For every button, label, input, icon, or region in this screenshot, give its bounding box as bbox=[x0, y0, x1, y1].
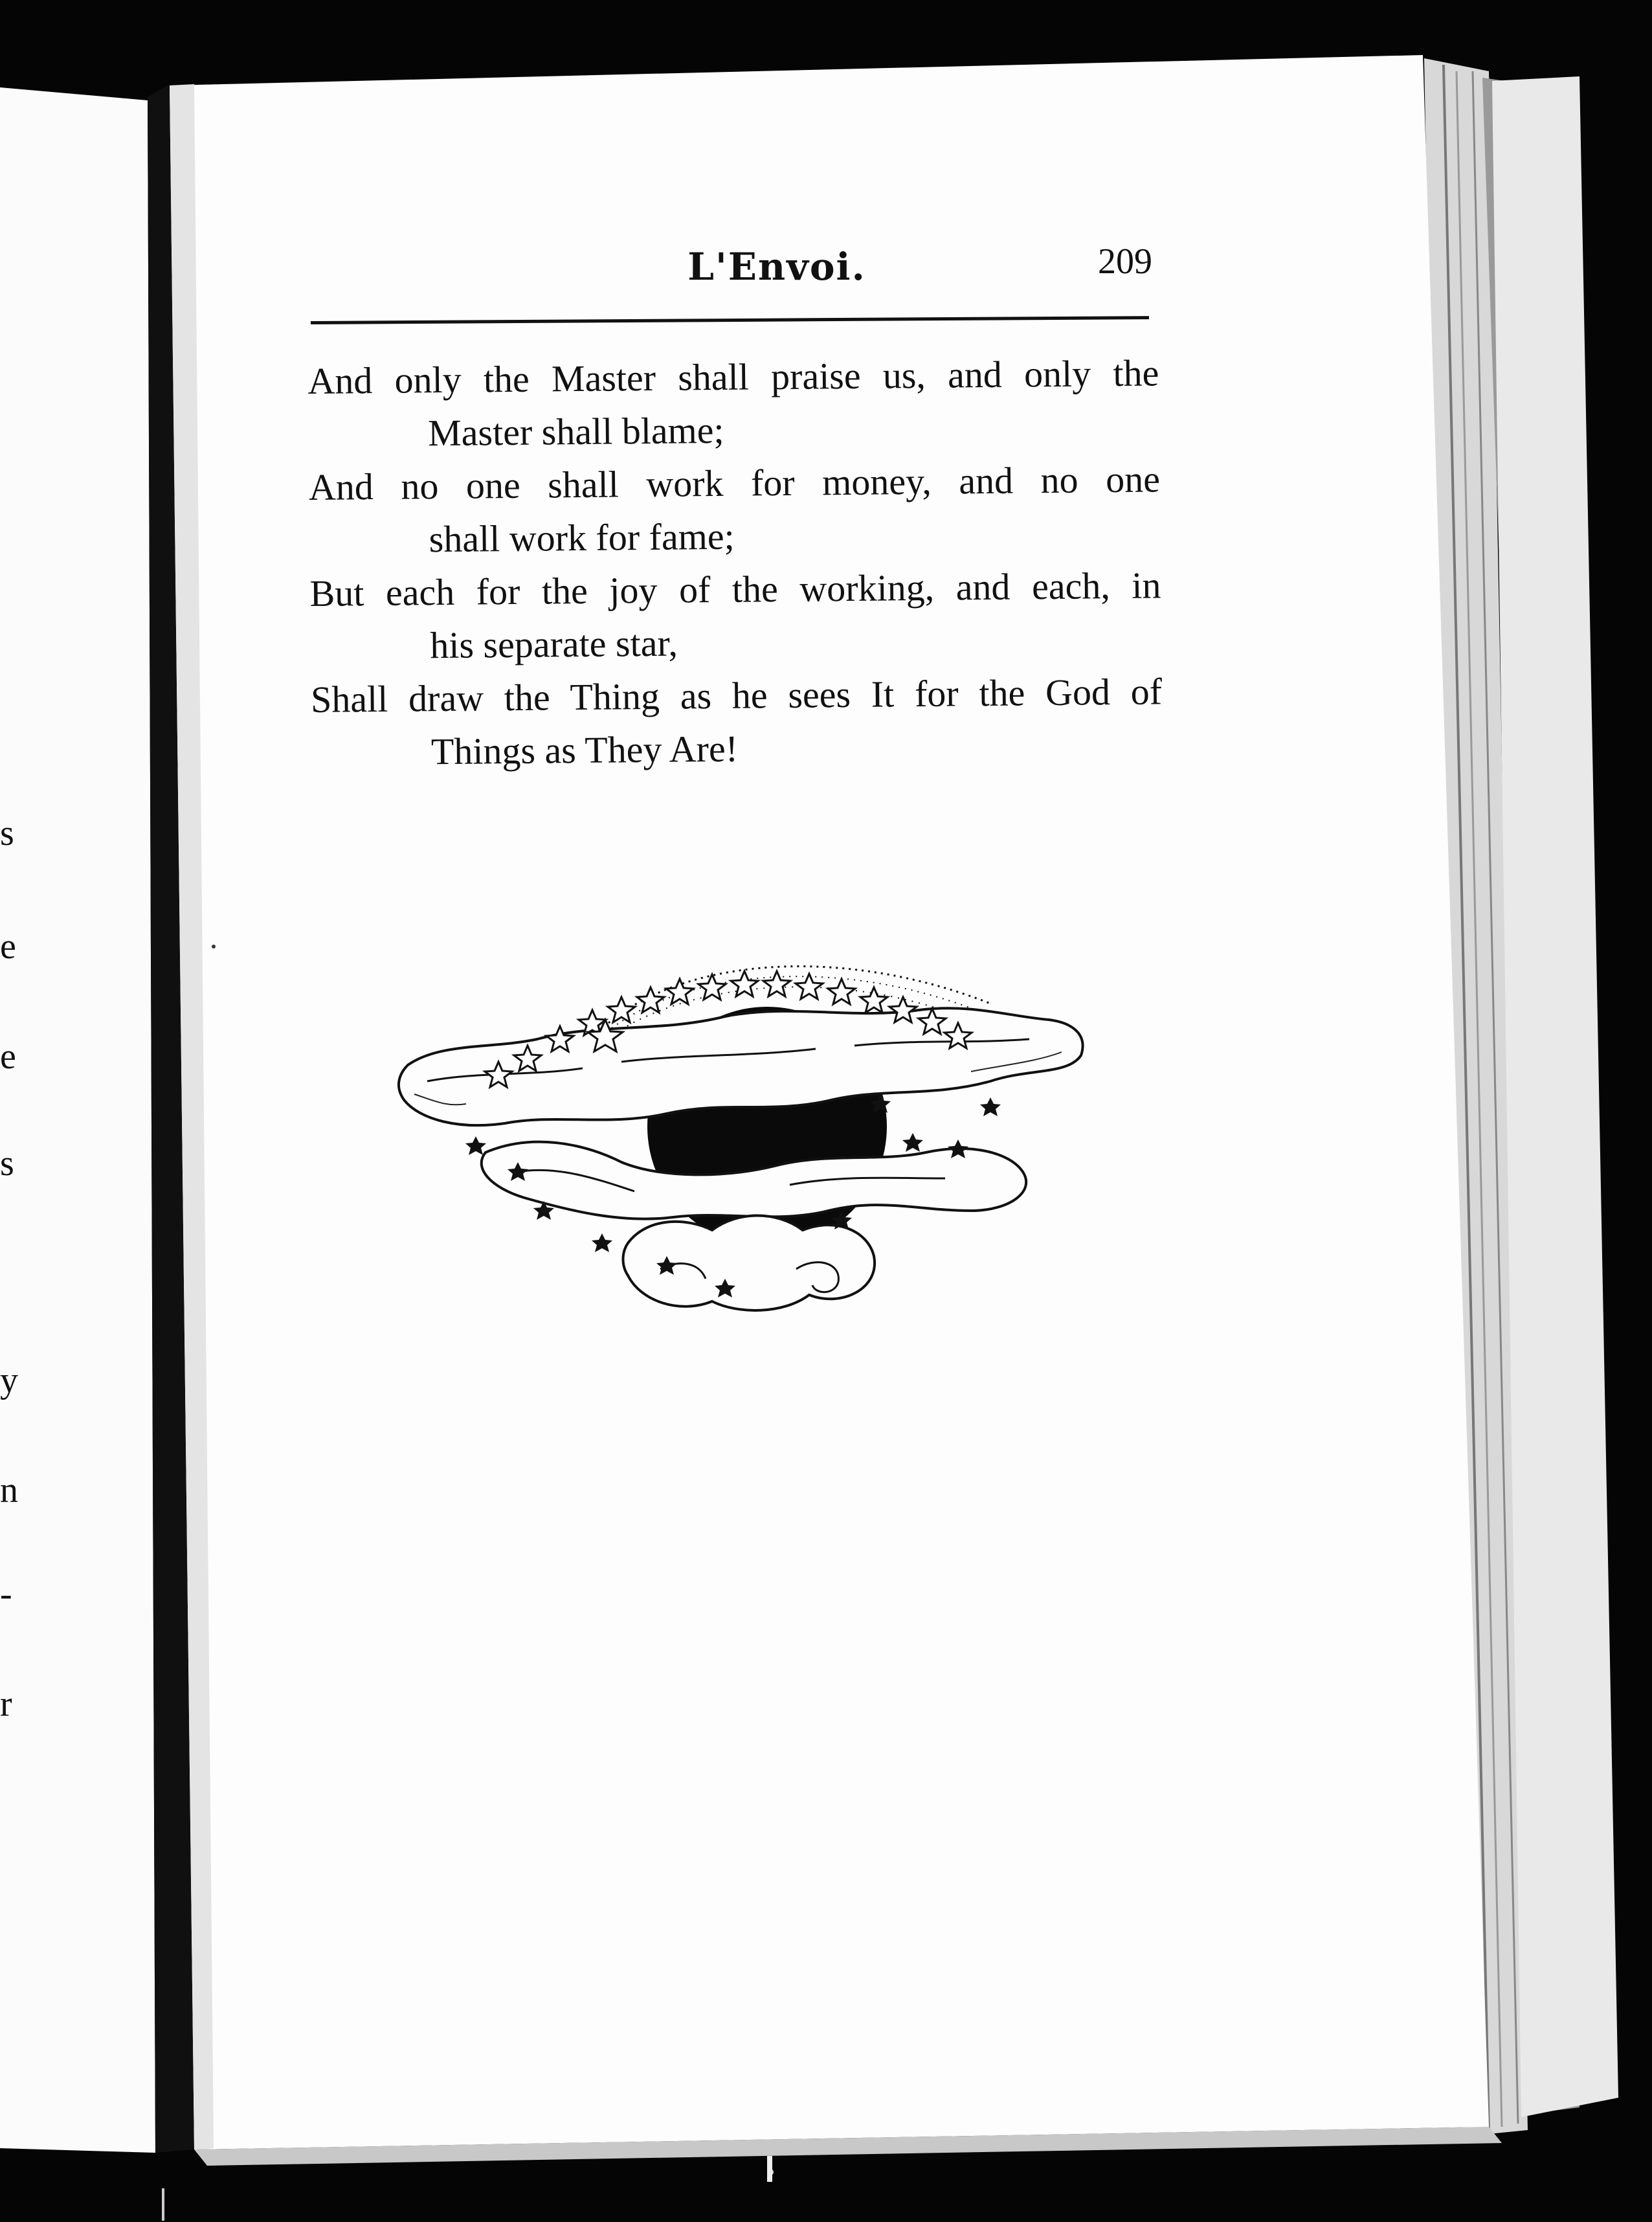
facing-page-letter: n bbox=[0, 1470, 18, 1510]
stars-clouds-globe-ornament bbox=[388, 906, 1126, 1347]
verse-line: And only the Master shall praise us, and only the bbox=[307, 352, 1159, 402]
facing-page-letter: s bbox=[0, 1143, 14, 1184]
verse-line: Shall draw the Thing as he sees It for the God of bbox=[310, 670, 1163, 721]
running-title: L'Envoi. bbox=[687, 245, 866, 289]
verse-block bbox=[307, 346, 1179, 780]
page-number: 209 bbox=[1098, 241, 1152, 282]
verse-line: Things as They Are! bbox=[430, 727, 739, 773]
facing-page-letter: s bbox=[0, 813, 14, 853]
verse-line: shall work for fame; bbox=[429, 515, 735, 561]
verse-line: Master shall blame; bbox=[427, 409, 724, 454]
verse-line: But each for the joy of the working, and each, in bbox=[309, 564, 1161, 614]
facing-page-letter: e bbox=[0, 926, 16, 967]
verse-line: his separate star, bbox=[430, 622, 678, 667]
running-head bbox=[311, 241, 1152, 303]
facing-page-letter: r bbox=[0, 1684, 12, 1724]
facing-page-letter: y bbox=[0, 1360, 18, 1400]
facing-page-letter: - bbox=[0, 1574, 12, 1614]
verse-line: And no one shall work for money, and no one bbox=[308, 458, 1161, 508]
facing-page-letter: e bbox=[0, 1037, 16, 1077]
